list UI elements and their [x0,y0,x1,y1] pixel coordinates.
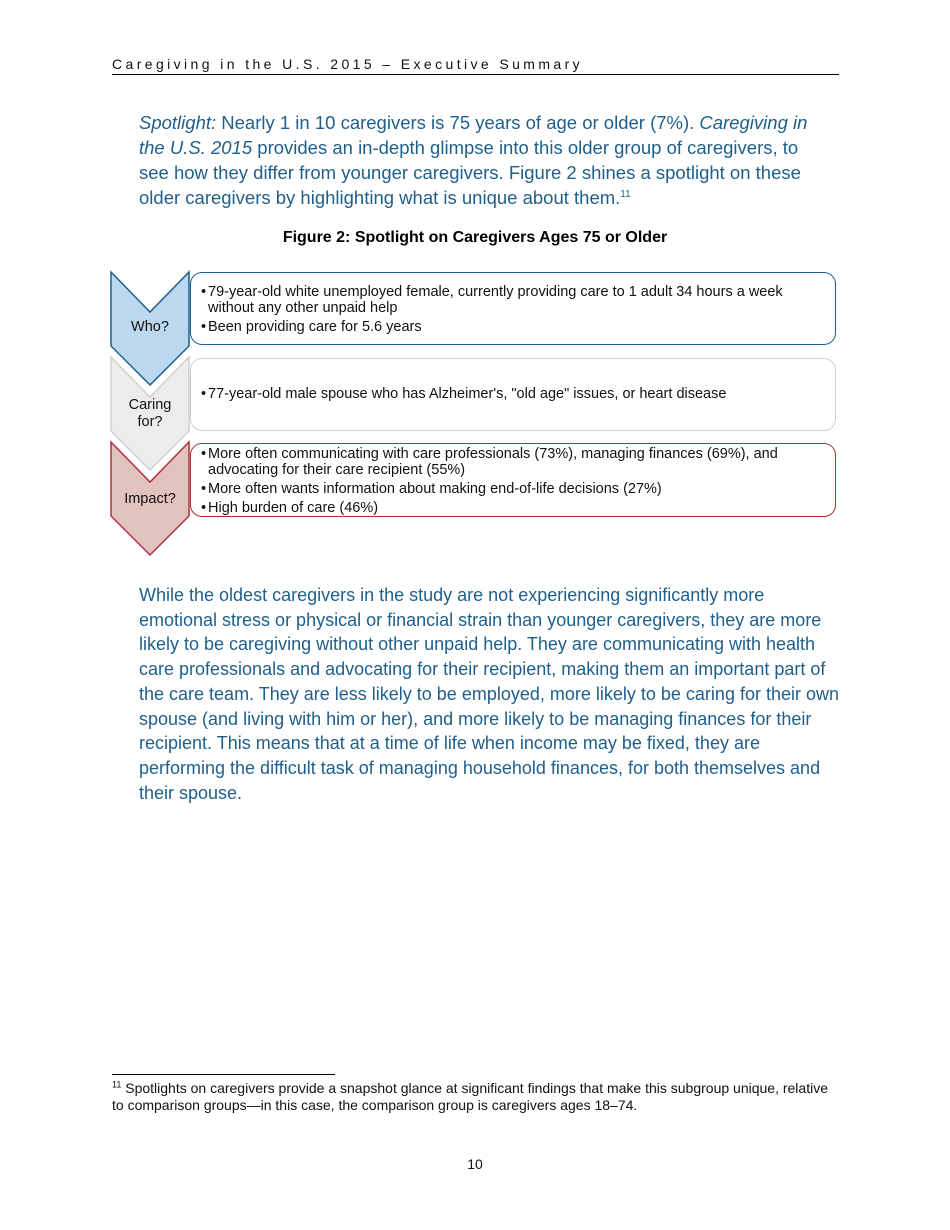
impact-bullets [193,446,827,516]
list-item: • High burden of care (46%) [193,500,827,516]
list-item: • More often communicating with care professionals (73%), managing finances (69%), and advocating for their care recipient (55%) [193,446,827,478]
who-label: Who? [131,319,169,335]
header-rule [112,74,839,75]
footnote-ref: 11 [620,188,631,200]
figure-title: Figure 2: Spotlight on Caregivers Ages 75 or Older [282,229,668,246]
list-item: • More often wants information about making end-of-life decisions (27%) [193,481,827,497]
footnote [112,1080,832,1114]
footnote-number: 11 [112,1079,122,1090]
list-item: • Been providing care for 5.6 years [193,319,827,335]
who-bullets [193,284,827,335]
caring-label-line1: Caring [128,397,172,413]
intro-text-2: provides an in-depth glimpse into this older group of caregivers, to see how they differ from younger caregivers. Figure 2 shines a spotlight on these older caregivers by highlighting what is unique about them. [139,137,801,208]
caring-for-box [190,358,836,431]
list-item: • 77-year-old male spouse who has Alzheimer's, "old age" issues, or heart disease [193,386,827,402]
running-header: Caregiving in the U.S. 2015 – Executive Summary [112,56,584,72]
intro-paragraph [139,110,829,210]
caring-label-line2: for? [137,414,163,430]
impact-box [190,443,836,517]
list-item: • 79-year-old white unemployed female, currently providing care to 1 adult 34 hours a week without any other unpaid help [193,284,827,316]
footnote-rule [112,1074,335,1075]
spotlight-label: Spotlight: [139,112,217,133]
page-number: 10 [467,1156,483,1172]
footnote-text: Spotlights on caregivers provide a snapshot glance at significant findings that make this subgroup unique, relative to comparison groups—in this case, the comparison group is caregivers ages 18–74. [112,1080,828,1113]
intro-text-1: Nearly 1 in 10 caregivers is 75 years of age or older (7%). [216,112,700,133]
caring-for-bullets [193,386,827,402]
body-paragraph: While the oldest caregivers in the study are not experiencing significantly more emotional stress or physical or financial strain than younger caregivers, they are more likely to be caregiving without other unpaid help. They are communicating with health care professionals and advocating for their recipient, making them an important part of the care team. They are less likely to be employed, more likely to be caring for their own spouse (and living with him or her), and more likely to be managing finances for their recipient. This means that at a time of life when income may be fixed, they are performing the difficult task of managing household finances, for both themselves and their spouse. [139,585,839,803]
report-title-italic: Caregiving in the U.S. 2015 [139,112,808,158]
who-box [190,272,836,345]
caring-for-label [110,397,190,431]
impact-label: Impact? [124,491,176,507]
